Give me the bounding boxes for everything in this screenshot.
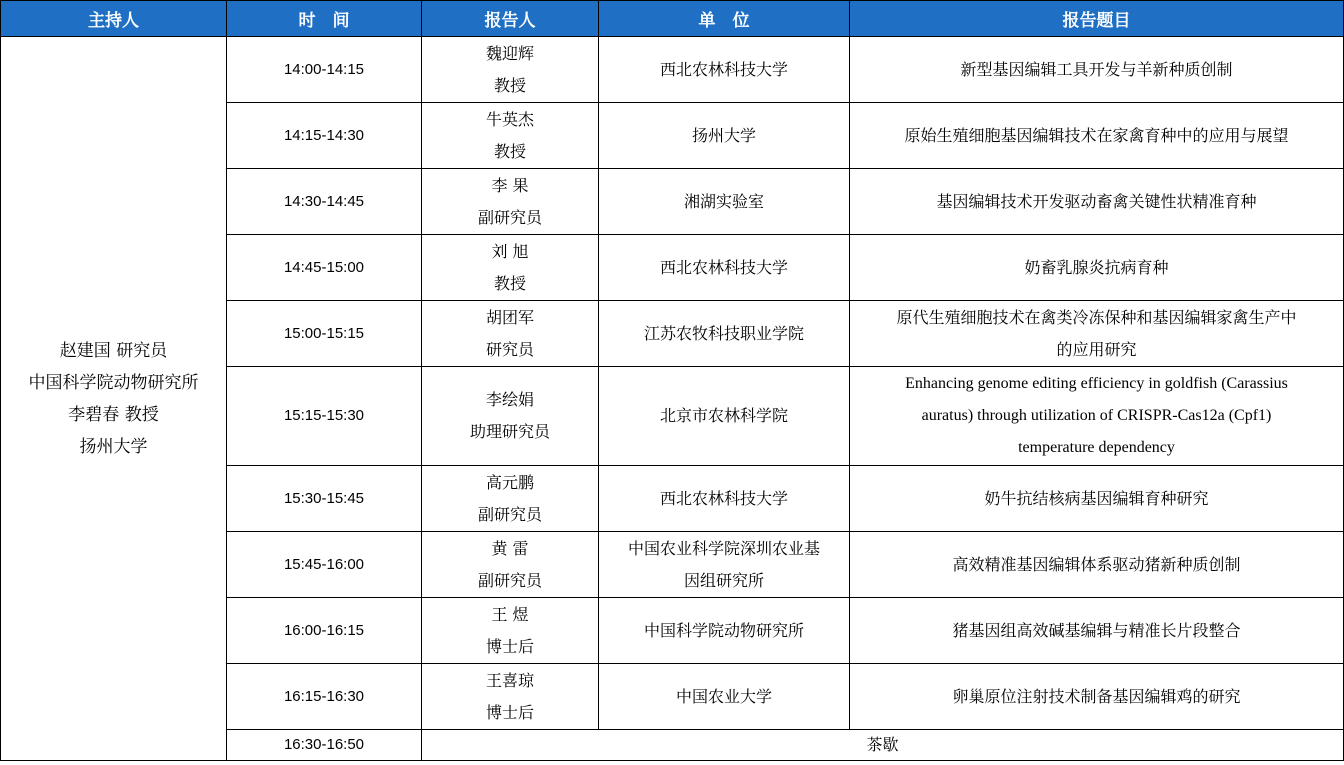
speaker-name: 魏迎辉 [485, 43, 534, 63]
topic-line: 原代生殖细胞技术在禽类冷冻保种和基因编辑家禽生产中 [896, 307, 1297, 327]
unit-cell [599, 367, 850, 466]
topic-line: auratus) through utilization of CRISPR-Cas12a (Cpf1) [921, 407, 1272, 424]
schedule-body [1, 37, 1344, 761]
host-line: 李碧春 教授 [68, 404, 159, 425]
time-cell: 15:45-16:00 [227, 532, 422, 598]
topic-line: temperature dependency [1018, 439, 1175, 456]
speaker-cell [422, 301, 599, 367]
topic-line: 奶牛抗结核病基因编辑育种研究 [984, 488, 1209, 508]
unit-cell [599, 103, 850, 169]
topic-cell [850, 598, 1344, 664]
topic-cell [850, 466, 1344, 532]
unit-cell [599, 301, 850, 367]
header-topic: 报告题目 [850, 1, 1344, 37]
unit-line: 扬州大学 [691, 125, 756, 145]
unit-cell [599, 466, 850, 532]
topic-line: 原始生殖细胞基因编辑技术在家禽育种中的应用与展望 [904, 125, 1289, 145]
unit-line: 西北农林科技大学 [659, 488, 788, 508]
host-cell [1, 37, 227, 761]
time-cell: 15:15-15:30 [227, 367, 422, 466]
topic-cell [850, 532, 1344, 598]
header-host: 主持人 [1, 1, 227, 37]
speaker-name: 刘 旭 [491, 241, 529, 261]
table-row [1, 37, 1344, 103]
topic-line: 新型基因编辑工具开发与羊新种质创制 [960, 59, 1233, 79]
topic-line: Enhancing genome editing efficiency in goldfish (Carassius [905, 375, 1288, 392]
speaker-title: 教授 [493, 75, 526, 95]
header-time: 时 间 [227, 1, 422, 37]
topic-cell [850, 664, 1344, 730]
header-unit: 单 位 [599, 1, 850, 37]
speaker-cell [422, 169, 599, 235]
speaker-name: 王 煜 [491, 604, 529, 624]
tea-break-label: 茶歇 [422, 730, 1344, 761]
topic-line: 猪基因组高效碱基编辑与精准长片段整合 [952, 620, 1241, 640]
speaker-cell [422, 37, 599, 103]
speaker-title: 副研究员 [477, 207, 542, 227]
topic-cell [850, 235, 1344, 301]
unit-cell [599, 169, 850, 235]
topic-line: 卵巢原位注射技术制备基因编辑鸡的研究 [952, 686, 1241, 706]
speaker-cell [422, 598, 599, 664]
time-cell: 14:45-15:00 [227, 235, 422, 301]
topic-cell [850, 103, 1344, 169]
speaker-title: 副研究员 [477, 504, 542, 524]
speaker-cell [422, 235, 599, 301]
time-cell: 15:00-15:15 [227, 301, 422, 367]
unit-cell [599, 532, 850, 598]
topic-line: 高效精准基因编辑体系驱动猪新种质创制 [952, 554, 1241, 574]
topic-cell [850, 37, 1344, 103]
unit-cell [599, 37, 850, 103]
speaker-name: 李 果 [491, 175, 529, 195]
speaker-cell [422, 367, 599, 466]
speaker-title: 研究员 [485, 339, 534, 359]
speaker-cell [422, 532, 599, 598]
speaker-name: 王喜琼 [485, 670, 534, 690]
unit-line: 江苏农牧科技职业学院 [643, 323, 804, 343]
time-cell: 14:30-14:45 [227, 169, 422, 235]
time-cell: 15:30-15:45 [227, 466, 422, 532]
time-cell: 16:15-16:30 [227, 664, 422, 730]
time-cell: 14:00-14:15 [227, 37, 422, 103]
host-line: 扬州大学 [79, 436, 148, 457]
topic-cell [850, 367, 1344, 466]
unit-line: 中国农业科学院深圳农业基 [627, 538, 820, 558]
speaker-title: 副研究员 [477, 570, 542, 590]
topic-line: 基因编辑技术开发驱动畜禽关键性状精准育种 [936, 191, 1257, 211]
topic-line: 奶畜乳腺炎抗病育种 [1024, 257, 1169, 277]
unit-line: 湘湖实验室 [683, 191, 764, 211]
unit-line: 中国农业大学 [675, 686, 772, 706]
speaker-cell [422, 103, 599, 169]
time-cell: 14:15-14:30 [227, 103, 422, 169]
unit-line: 西北农林科技大学 [659, 257, 788, 277]
header-row [1, 1, 1344, 37]
host-line: 赵建国 研究员 [59, 340, 168, 361]
unit-cell [599, 598, 850, 664]
unit-line: 因组研究所 [683, 570, 764, 590]
speaker-title: 博士后 [485, 636, 534, 656]
unit-line: 西北农林科技大学 [659, 59, 788, 79]
unit-cell [599, 664, 850, 730]
speaker-name: 胡团军 [485, 307, 534, 327]
topic-line: 的应用研究 [1056, 339, 1137, 359]
unit-line: 中国科学院动物研究所 [643, 620, 804, 640]
host-line: 中国科学院动物研究所 [28, 372, 199, 393]
speaker-name: 高元鹏 [485, 472, 534, 492]
speaker-cell [422, 466, 599, 532]
header-speaker: 报告人 [422, 1, 599, 37]
speaker-name: 李绘娟 [485, 390, 534, 409]
unit-line: 北京市农林科学院 [659, 406, 788, 425]
speaker-title: 博士后 [485, 702, 534, 722]
speaker-title: 教授 [493, 273, 526, 293]
topic-cell [850, 169, 1344, 235]
unit-cell [599, 235, 850, 301]
speaker-title: 教授 [493, 141, 526, 161]
speaker-name: 牛英杰 [485, 109, 534, 129]
speaker-title: 助理研究员 [469, 422, 550, 441]
topic-cell [850, 301, 1344, 367]
speaker-name: 黄 雷 [491, 538, 529, 558]
speaker-cell [422, 664, 599, 730]
tea-break-time: 16:30-16:50 [227, 730, 422, 761]
time-cell: 16:00-16:15 [227, 598, 422, 664]
